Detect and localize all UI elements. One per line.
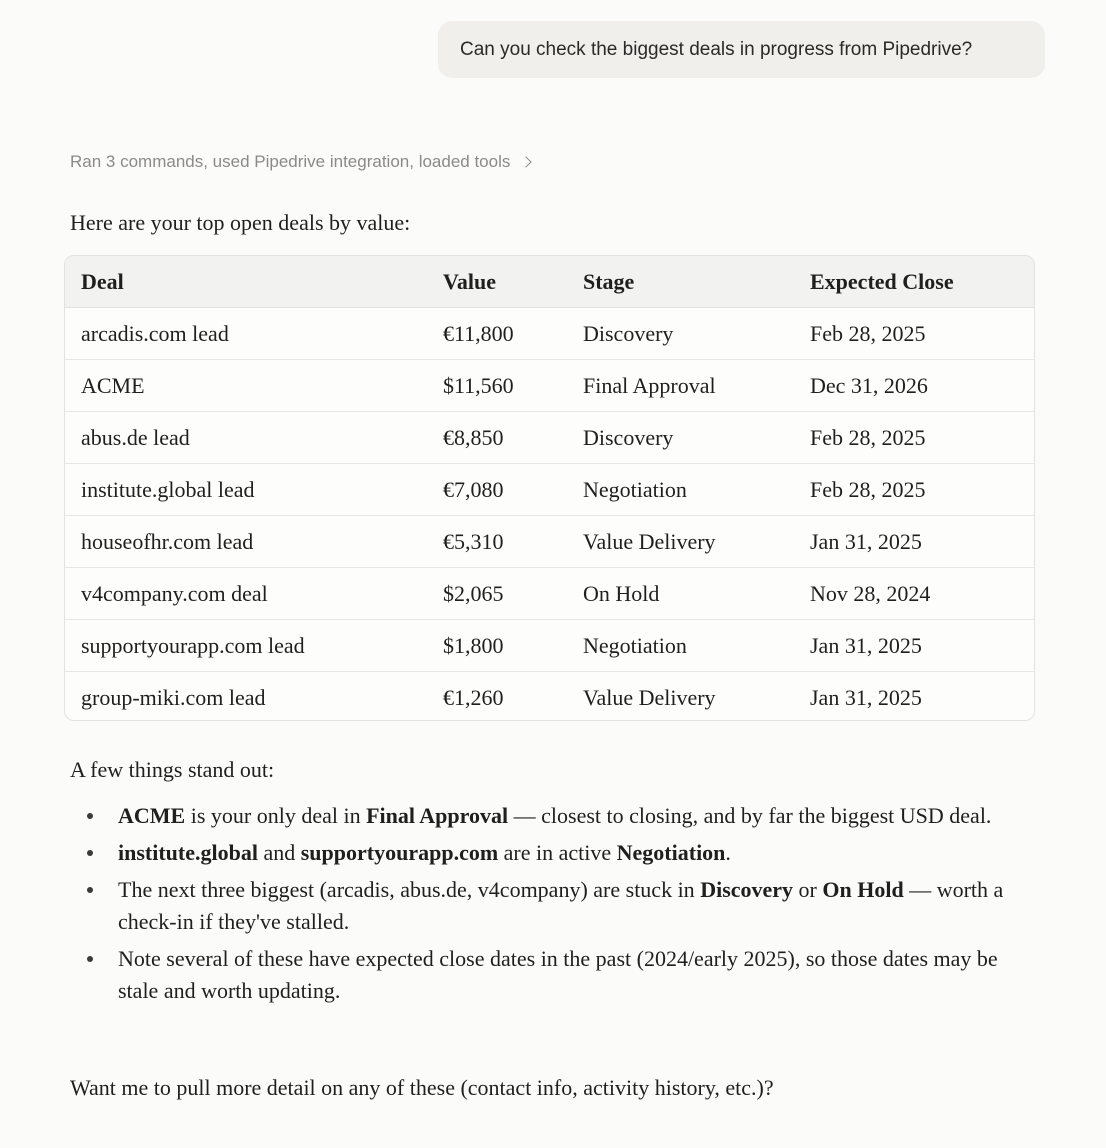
cell-value: $11,560 <box>427 360 567 412</box>
cell-stage: Final Approval <box>567 360 794 412</box>
table-row <box>65 672 1034 722</box>
table-row <box>65 568 1034 620</box>
header-stage: Stage <box>567 256 794 308</box>
cell-expected-close: Jan 31, 2025 <box>794 516 1034 568</box>
list-item <box>70 943 1030 1007</box>
cell-stage: Value Delivery <box>583 684 716 710</box>
tool-activity-label: Ran 3 commands, used Pipedrive integration, loaded tools <box>70 152 511 171</box>
cell-expected-close: Feb 28, 2025 <box>794 464 1034 516</box>
cell-value: €5,310 <box>427 516 567 568</box>
deals-table <box>64 255 1035 721</box>
cell-value: €8,850 <box>427 412 567 464</box>
plain-text: — worth a check-in if they've stalled. <box>118 877 1004 934</box>
plain-text: — closest to closing, and by far the biggest USD deal. <box>508 803 992 828</box>
cell-expected-close: Jan 31, 2025 <box>810 684 922 710</box>
cell-value: €7,080 <box>427 464 567 516</box>
list-item <box>70 874 1030 938</box>
deals-table-grid <box>65 256 1034 721</box>
bold-text: supportyourapp.com <box>300 840 499 865</box>
cell-stage: Discovery <box>567 412 794 464</box>
bold-text: On Hold <box>822 877 904 902</box>
plain-text: The next three biggest (arcadis, abus.de, v4company) are stuck in <box>118 877 701 902</box>
table-row <box>65 360 1034 412</box>
cell-expected-close: Nov 28, 2024 <box>794 568 1034 620</box>
table-row <box>65 516 1034 568</box>
header-value: Value <box>427 256 567 308</box>
plain-text: is your only deal in <box>185 803 367 828</box>
cell-stage: Negotiation <box>567 620 794 672</box>
header-expected-close: Expected Close <box>794 256 1034 308</box>
cell-expected-close: Jan 31, 2025 <box>794 620 1034 672</box>
cell-deal: supportyourapp.com lead <box>65 620 427 672</box>
observations-heading: A few things stand out: <box>70 757 275 782</box>
cell-deal: houseofhr.com lead <box>65 516 427 568</box>
table-row <box>65 620 1034 672</box>
table-header-row <box>65 256 1034 308</box>
bold-text: Final Approval <box>366 803 509 828</box>
closing-question: Want me to pull more detail on any of these (contact info, activity history, etc.)? <box>70 1075 774 1100</box>
user-message-text: Can you check the biggest deals in progress from Pipedrive? <box>460 38 973 60</box>
plain-text: and <box>257 840 301 865</box>
cell-deal: ACME <box>65 360 427 412</box>
list-item <box>70 837 1030 869</box>
plain-text: Note several of these have expected close dates in the past (2024/early 2025), so those dates may be stale and worth updating. <box>118 946 998 1003</box>
cell-value: $1,800 <box>427 620 567 672</box>
bold-text: Discovery <box>700 877 794 902</box>
response-intro: Here are your top open deals by value: <box>70 210 411 235</box>
plain-text: are in active <box>498 840 617 865</box>
list-item <box>70 800 1030 832</box>
cell-value: €11,800 <box>427 308 567 360</box>
observations-list <box>70 800 1030 1012</box>
cell-deal: arcadis.com lead <box>65 308 427 360</box>
table-row <box>65 464 1034 516</box>
bold-text: Negotiation <box>616 840 726 865</box>
header-deal: Deal <box>65 256 427 308</box>
cell-expected-close: Feb 28, 2025 <box>794 308 1034 360</box>
cell-expected-close: Dec 31, 2026 <box>794 360 1034 412</box>
cell-stage: Negotiation <box>567 464 794 516</box>
cell-deal: institute.global lead <box>65 464 427 516</box>
user-message-bubble <box>438 21 1045 78</box>
bold-text: ACME <box>118 803 186 828</box>
cell-value: $2,065 <box>427 568 567 620</box>
cell-expected-close: Feb 28, 2025 <box>794 412 1034 464</box>
cell-deal: abus.de lead <box>65 412 427 464</box>
cell-stage: On Hold <box>567 568 794 620</box>
table-row <box>65 308 1034 360</box>
cell-deal: group-miki.com lead <box>81 684 266 710</box>
bold-text: institute.global <box>118 840 258 865</box>
plain-text: . <box>725 840 731 865</box>
plain-text: or <box>793 877 823 902</box>
table-row <box>65 412 1034 464</box>
cell-value: €1,260 <box>443 684 504 710</box>
tool-activity-summary[interactable] <box>70 148 530 176</box>
cell-deal: v4company.com deal <box>65 568 427 620</box>
chevron-right-icon <box>521 156 532 167</box>
cell-stage: Discovery <box>567 308 794 360</box>
cell-stage: Value Delivery <box>567 516 794 568</box>
